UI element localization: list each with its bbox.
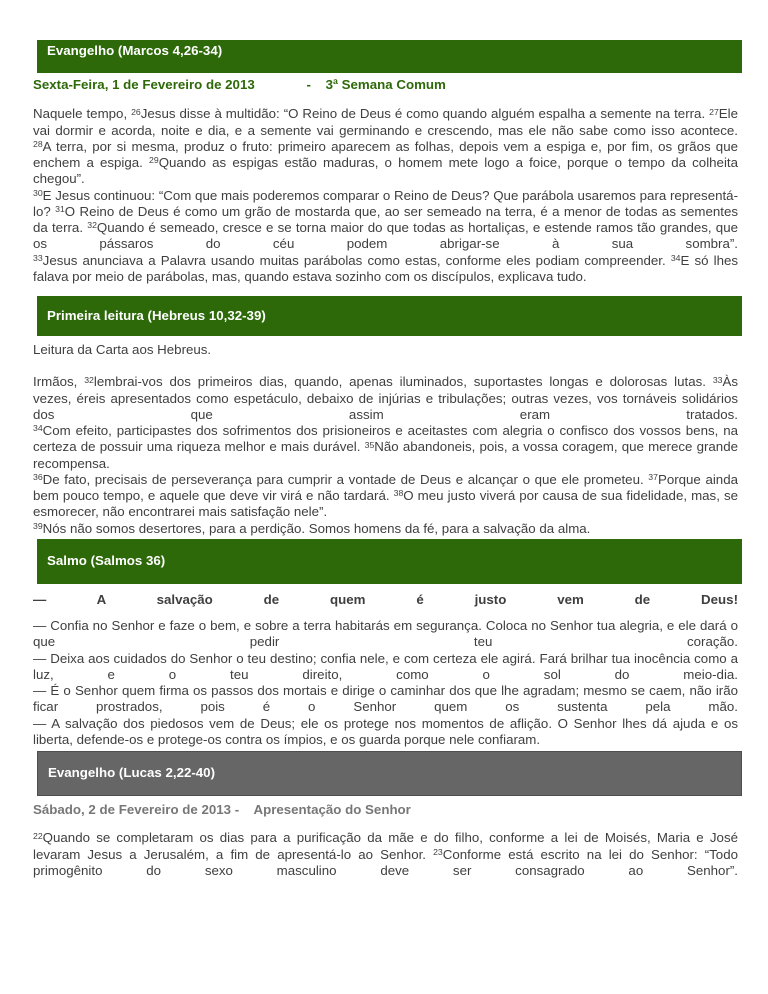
verse-number: 30: [33, 187, 43, 198]
text-block: Naquele tempo, $^{26}$Jesus disse à multidão: “O Reino de Deus é como quando alguém espalha a semente na terra. $^{27}$Ele vai dormir e acorda, noite e dia, e a semente vai germinando e crescendo, mas ele não sabe como isso acontece.: [33, 106, 738, 138]
verse-number: 34: [670, 252, 681, 263]
verse-number: 32: [84, 374, 94, 385]
psalm-verses-text: [33, 618, 738, 748]
section-header-salmo: [37, 539, 742, 584]
section-header-label: Evangelho (Lucas 2,22-40): [48, 765, 216, 781]
section-header-evangelho-marcos: [37, 40, 742, 73]
text-block: — A salvação de quem é justo vem de Deus!: [33, 591, 738, 607]
verse-number: 39: [33, 520, 43, 531]
verse-number: 28: [33, 139, 43, 150]
verse-number: 31: [55, 204, 65, 215]
gospel-lucas-text: [33, 830, 738, 879]
section-header-label: Primeira leitura (Hebreus 10,32-39): [47, 307, 266, 323]
verse-number: 32: [87, 220, 97, 231]
date-line-sexta-feira: Sexta-Feira, 1 de Fevereiro de 2013 - 3ª Semana Comum: [33, 77, 446, 92]
text-block: $^{34}$Com efeito, participastes dos sofrimentos dos prisioneiros e aceitastes com alegria o confisco dos vossos bens, na certeza de possuir uma riqueza melhor e mais durável. $^{35}$Não abandoneis, pois, a vossa coragem, que merece grande recompensa.: [33, 423, 738, 471]
text-block: $^{33}$Jesus anunciava a Palavra usando muitas parábolas como estas, conforme eles podiam compreender. $^{34}$E só lhes falava por meio de parábolas, mas, quando estava sozinho com os discípulos, explicava tudo.: [33, 252, 739, 284]
verse-number: 26: [131, 106, 141, 117]
text-block: $^{22}$Quando se completaram os dias para a purificação da mãe e do filho, conforme a lei de Moisés, Maria e José levaram Jesus a Jerusalém, a fim de apresentá-lo ao Senhor. $^{23}$Conforme está escrito na lei do Senhor: “Todo primogênito do sexo masculino deve ser consagrado ao Senhor”.: [33, 830, 738, 878]
section-header-evangelho-lucas: [37, 751, 742, 796]
gospel-marcos-text: [33, 106, 738, 285]
verse-number: 38: [393, 488, 404, 499]
verse-number: 27: [709, 106, 719, 117]
section-header-primeira-leitura: [37, 296, 742, 336]
section-header-label: Evangelho (Marcos 4,26-34): [47, 43, 223, 58]
text-block: — É o Senhor quem firma os passos dos mortais e dirige o caminhar dos que lhe agradam; mesmo se caem, não irão ficar prostrados, pois é o Senhor quem os sustenta pela mão.: [33, 683, 738, 715]
verse-number: 35: [364, 439, 375, 450]
verse-number: 33: [33, 252, 43, 263]
verse-number: 33: [712, 374, 723, 385]
date-line-sabado: Sábado, 2 de Fevereiro de 2013 - Apresentação do Senhor: [33, 802, 411, 817]
section-header-label: Salmo (Salmos 36): [47, 553, 166, 569]
text-block: $^{30}$E Jesus continuou: “Com que mais poderemos comparar o Reino de Deus? Que parábola usaremos para representá-lo? $^{31}$O Reino de Deus é como um grão de mostarda que, ao ser semeado na terra, é a menor de todas as sementes da terra. $^{32}$Quando é semeado, cresce e se torna maior do que todas as hortaliças, e estende ramos tão grandes, que os pássaros do céu podem abrigar-se à sua sombra”.: [33, 187, 738, 252]
text-block: $^{36}$De fato, precisais de perseverança para cumprir a vontade de Deus e alcançar o que ele prometeu. $^{37}$Porque ainda bem pouco tempo, e aquele que deve vir virá e não tardará. $^{38}$O meu justo viverá por causa de sua fidelidade, mas, se esmorecer, não encontrarei mais satisfação nele”.: [33, 471, 738, 520]
text-block: — Confia no Senhor e faze o bem, e sobre a terra habitarás em segurança. Coloca no Senhor tua alegria, e ele dará o que pedir teu coração.: [33, 618, 738, 650]
text-block: — Deixa aos cuidados do Senhor o teu destino; confia nele, e com certeza ele agirá. Fará brilhar tua inocência como a luz, e o teu direito, como o sol do meio-dia.: [33, 650, 738, 682]
psalm-refrain: [33, 592, 738, 608]
verse-number: 22: [33, 830, 43, 841]
reading-source-line: Leitura da Carta aos Hebreus.: [33, 342, 212, 357]
first-reading-hebreus-text: [33, 374, 738, 537]
text-block: — A salvação dos piedosos vem de Deus; ele os protege nos momentos de aflição. O Senhor lhes dá ajuda e os liberta, defende-os e protege-os contra os ímpios, e os guarda porque nele confiaram.: [33, 715, 738, 747]
verse-number: 34: [33, 423, 43, 434]
verse-number: 37: [648, 472, 658, 483]
text-block: Irmãos, $^{32}$lembrai-vos dos primeiros dias, quando, apenas iluminados, suportastes longas e dolorosas lutas. $^{33}$Às vezes, éreis apresentados como espetáculo, debaixo de injúrias e tribulações; outras vezes, vos tornáveis solidários dos que assim eram tratados.: [33, 374, 739, 422]
verse-number: 36: [33, 472, 43, 483]
verse-number: 23: [433, 846, 443, 857]
text-block: $^{39}$Nós não somos desertores, para a perdição. Somos homens da fé, para a salvação da alma.: [33, 520, 591, 536]
text-block: $^{28}$A terra, por si mesma, produz o fruto: primeiro aparecem as folhas, depois vem a espiga e, por fim, os grãos que enchem a espiga. $^{29}$Quando as espigas estão maduras, o homem mete logo a foice, porque o tempo da colheita chegou”.: [33, 138, 738, 187]
verse-number: 29: [149, 155, 159, 166]
